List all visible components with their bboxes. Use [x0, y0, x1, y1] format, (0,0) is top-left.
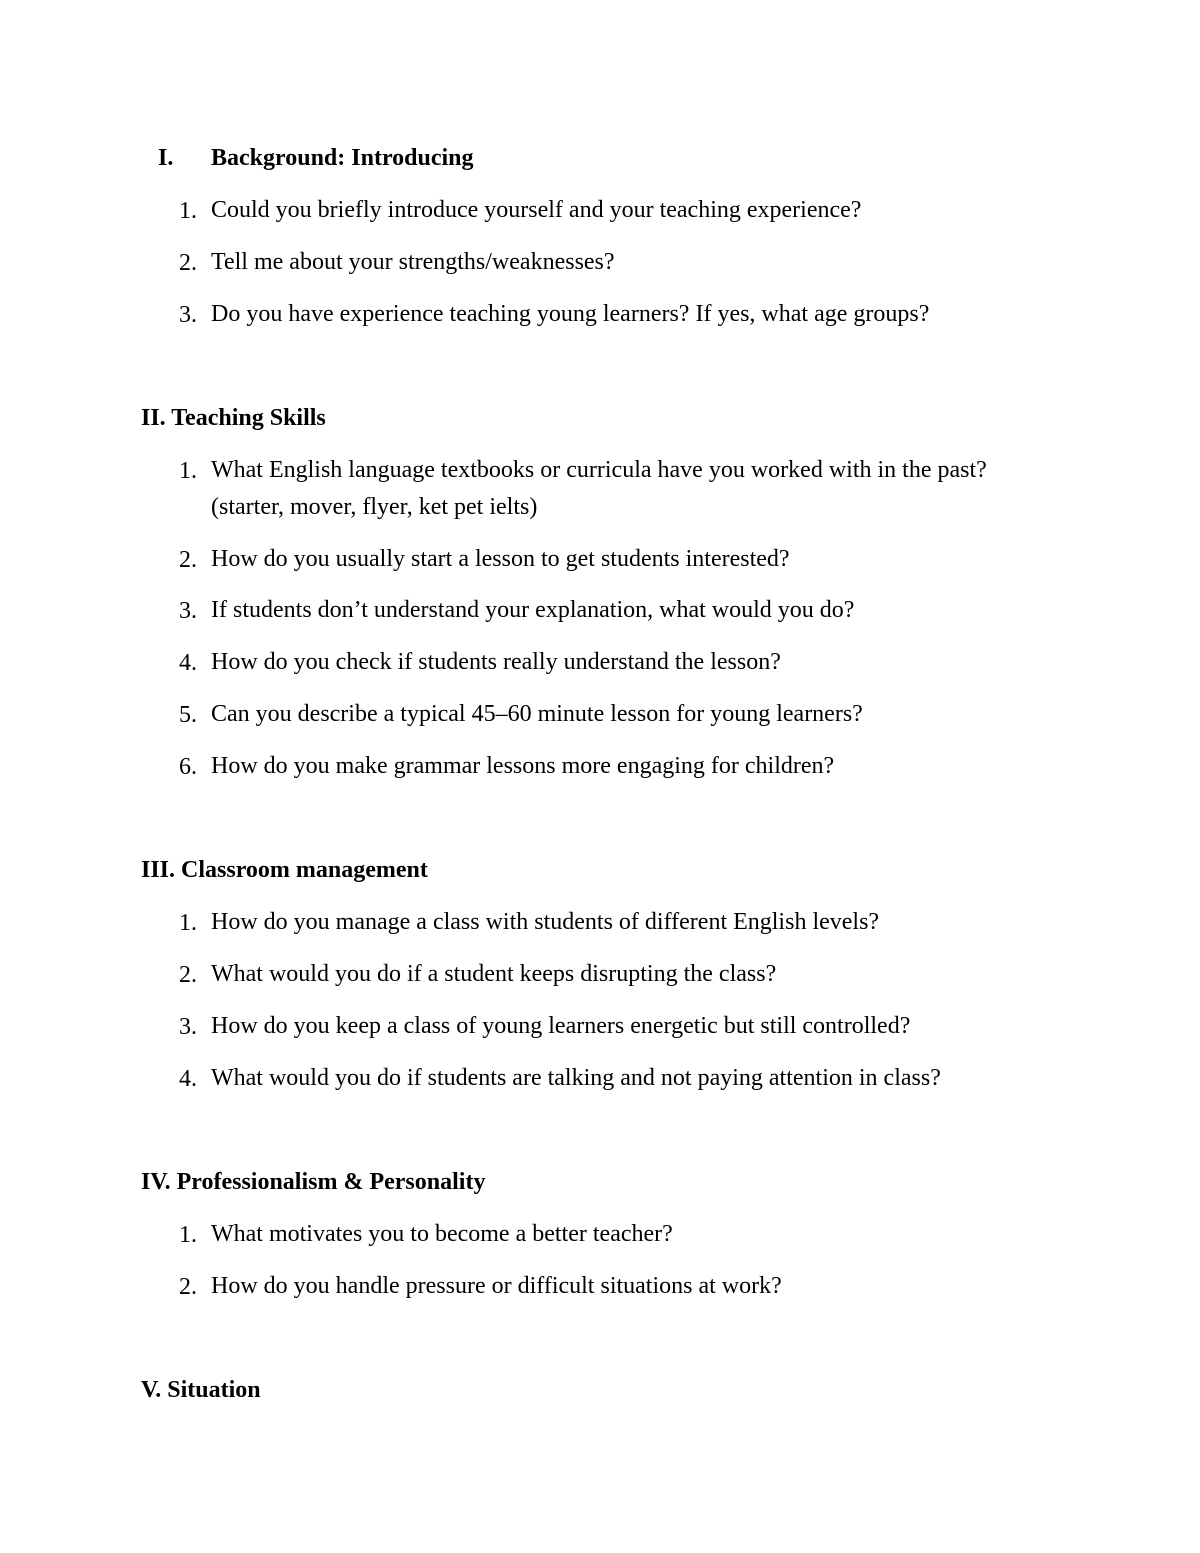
question-text: How do you handle pressure or difficult situations at work? [211, 1273, 782, 1299]
question-number: 1. [179, 1222, 197, 1248]
question-text: If students don’t understand your explanation, what would you do? [211, 597, 855, 623]
question-text: Do you have experience teaching young learners? If yes, what age groups? [211, 301, 930, 327]
question-text: Could you briefly introduce yourself and your teaching experience? [211, 197, 862, 223]
question-text: What would you do if students are talking and not paying attention in class? [211, 1065, 941, 1091]
question-text: How do you check if students really understand the lesson? [211, 649, 781, 675]
section-heading: II. Teaching Skills [141, 405, 326, 431]
question-number: 2. [179, 547, 197, 573]
section-number: I. [158, 145, 174, 171]
question-number: 1. [179, 458, 197, 484]
question-number: 3. [179, 598, 197, 624]
section-heading: V. Situation [141, 1377, 261, 1403]
question-text: What would you do if a student keeps disrupting the class? [211, 961, 777, 987]
question-number: 4. [179, 1066, 197, 1092]
question-number: 5. [179, 702, 197, 728]
question-text: How do you make grammar lessons more engaging for children? [211, 753, 835, 779]
question-number: 3. [179, 302, 197, 328]
question-text: What motivates you to become a better teacher? [211, 1221, 673, 1247]
question-number: 6. [179, 754, 197, 780]
question-number: 1. [179, 910, 197, 936]
question-number: 2. [179, 962, 197, 988]
section-heading: IV. Professionalism & Personality [141, 1169, 486, 1195]
question-number: 3. [179, 1014, 197, 1040]
question-number: 4. [179, 650, 197, 676]
section-heading: Background: Introducing [211, 145, 474, 171]
question-number: 2. [179, 1274, 197, 1300]
question-text: Can you describe a typical 45–60 minute lesson for young learners? [211, 701, 863, 727]
question-text: How do you manage a class with students of different English levels? [211, 909, 880, 935]
question-text: How do you usually start a lesson to get students interested? [211, 546, 790, 572]
question-text: Tell me about your strengths/weaknesses? [211, 249, 615, 275]
question-text: What English language textbooks or curricula have you worked with in the past? (starter, mover, flyer, ket pet ielts) [211, 457, 987, 520]
question-text: How do you keep a class of young learners energetic but still controlled? [211, 1013, 911, 1039]
section-heading: III. Classroom management [141, 857, 428, 883]
question-number: 2. [179, 250, 197, 276]
question-number: 1. [179, 198, 197, 224]
